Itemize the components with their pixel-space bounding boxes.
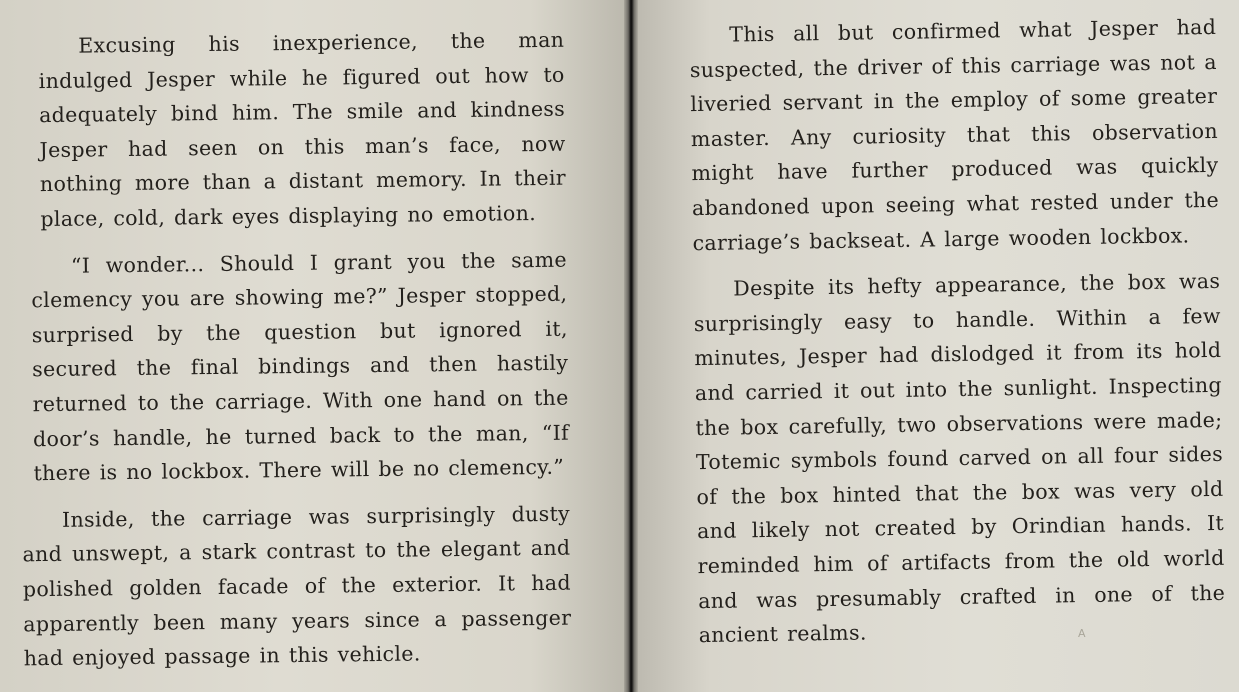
- book-gutter: [624, 0, 638, 692]
- left-paragraph-3: Inside, the carriage was surprisingly dusty and unswept, a stark contrast to the elegant and polished golden facade of the exterior. It had apparently been many years since a passenger had enjoyed passage in this vehicle.: [22, 501, 572, 671]
- left-paragraph-1: Excusing his inexperience, the man indulged Jesper while he figured out how to adequately bind him. The smile and kindness Jesper had seen on this man’s face, now nothing more than a distant memory. In their place, cold, dark eyes displaying no emotion.: [38, 27, 567, 232]
- right-page-text: [689, 10, 1226, 653]
- right-paragraph-1: This all but confirmed what Jesper had suspected, the driver of this carriage was not a liveried servant in the employ of some greater master. Any curiosity that this observation might have further produced was quickly abandoned upon seeing what rested under the carriage’s backseat. A large wooden lockbox.: [689, 14, 1220, 255]
- page-corner-mark: A: [1078, 627, 1086, 640]
- left-page-text: [16, 23, 572, 676]
- right-paragraph-2: Despite its hefty appearance, the box was surprisingly easy to handle. Within a few minutes, Jesper had dislodged it from its hold and carried it out into the sunlight. Inspecting the box carefully, two observations were made; Totemic symbols found carved on all four sides of the box hinted that the box was very old and likely not created by Orindian hands. It reminded him of artifacts from the old world and was presumably crafted in one of the ancient realms.: [693, 269, 1226, 648]
- right-page: [638, 0, 1239, 692]
- left-paragraph-2: “I wonder... Should I grant you the same clemency you are showing me?” Jesper stopped, surprised by the question but ignored it, secured the final bindings and then hastily returned to the carriage. With one hand on the door’s handle, he turned back to the man, “If there is no lockbox. There will be no clemency.”: [31, 247, 570, 486]
